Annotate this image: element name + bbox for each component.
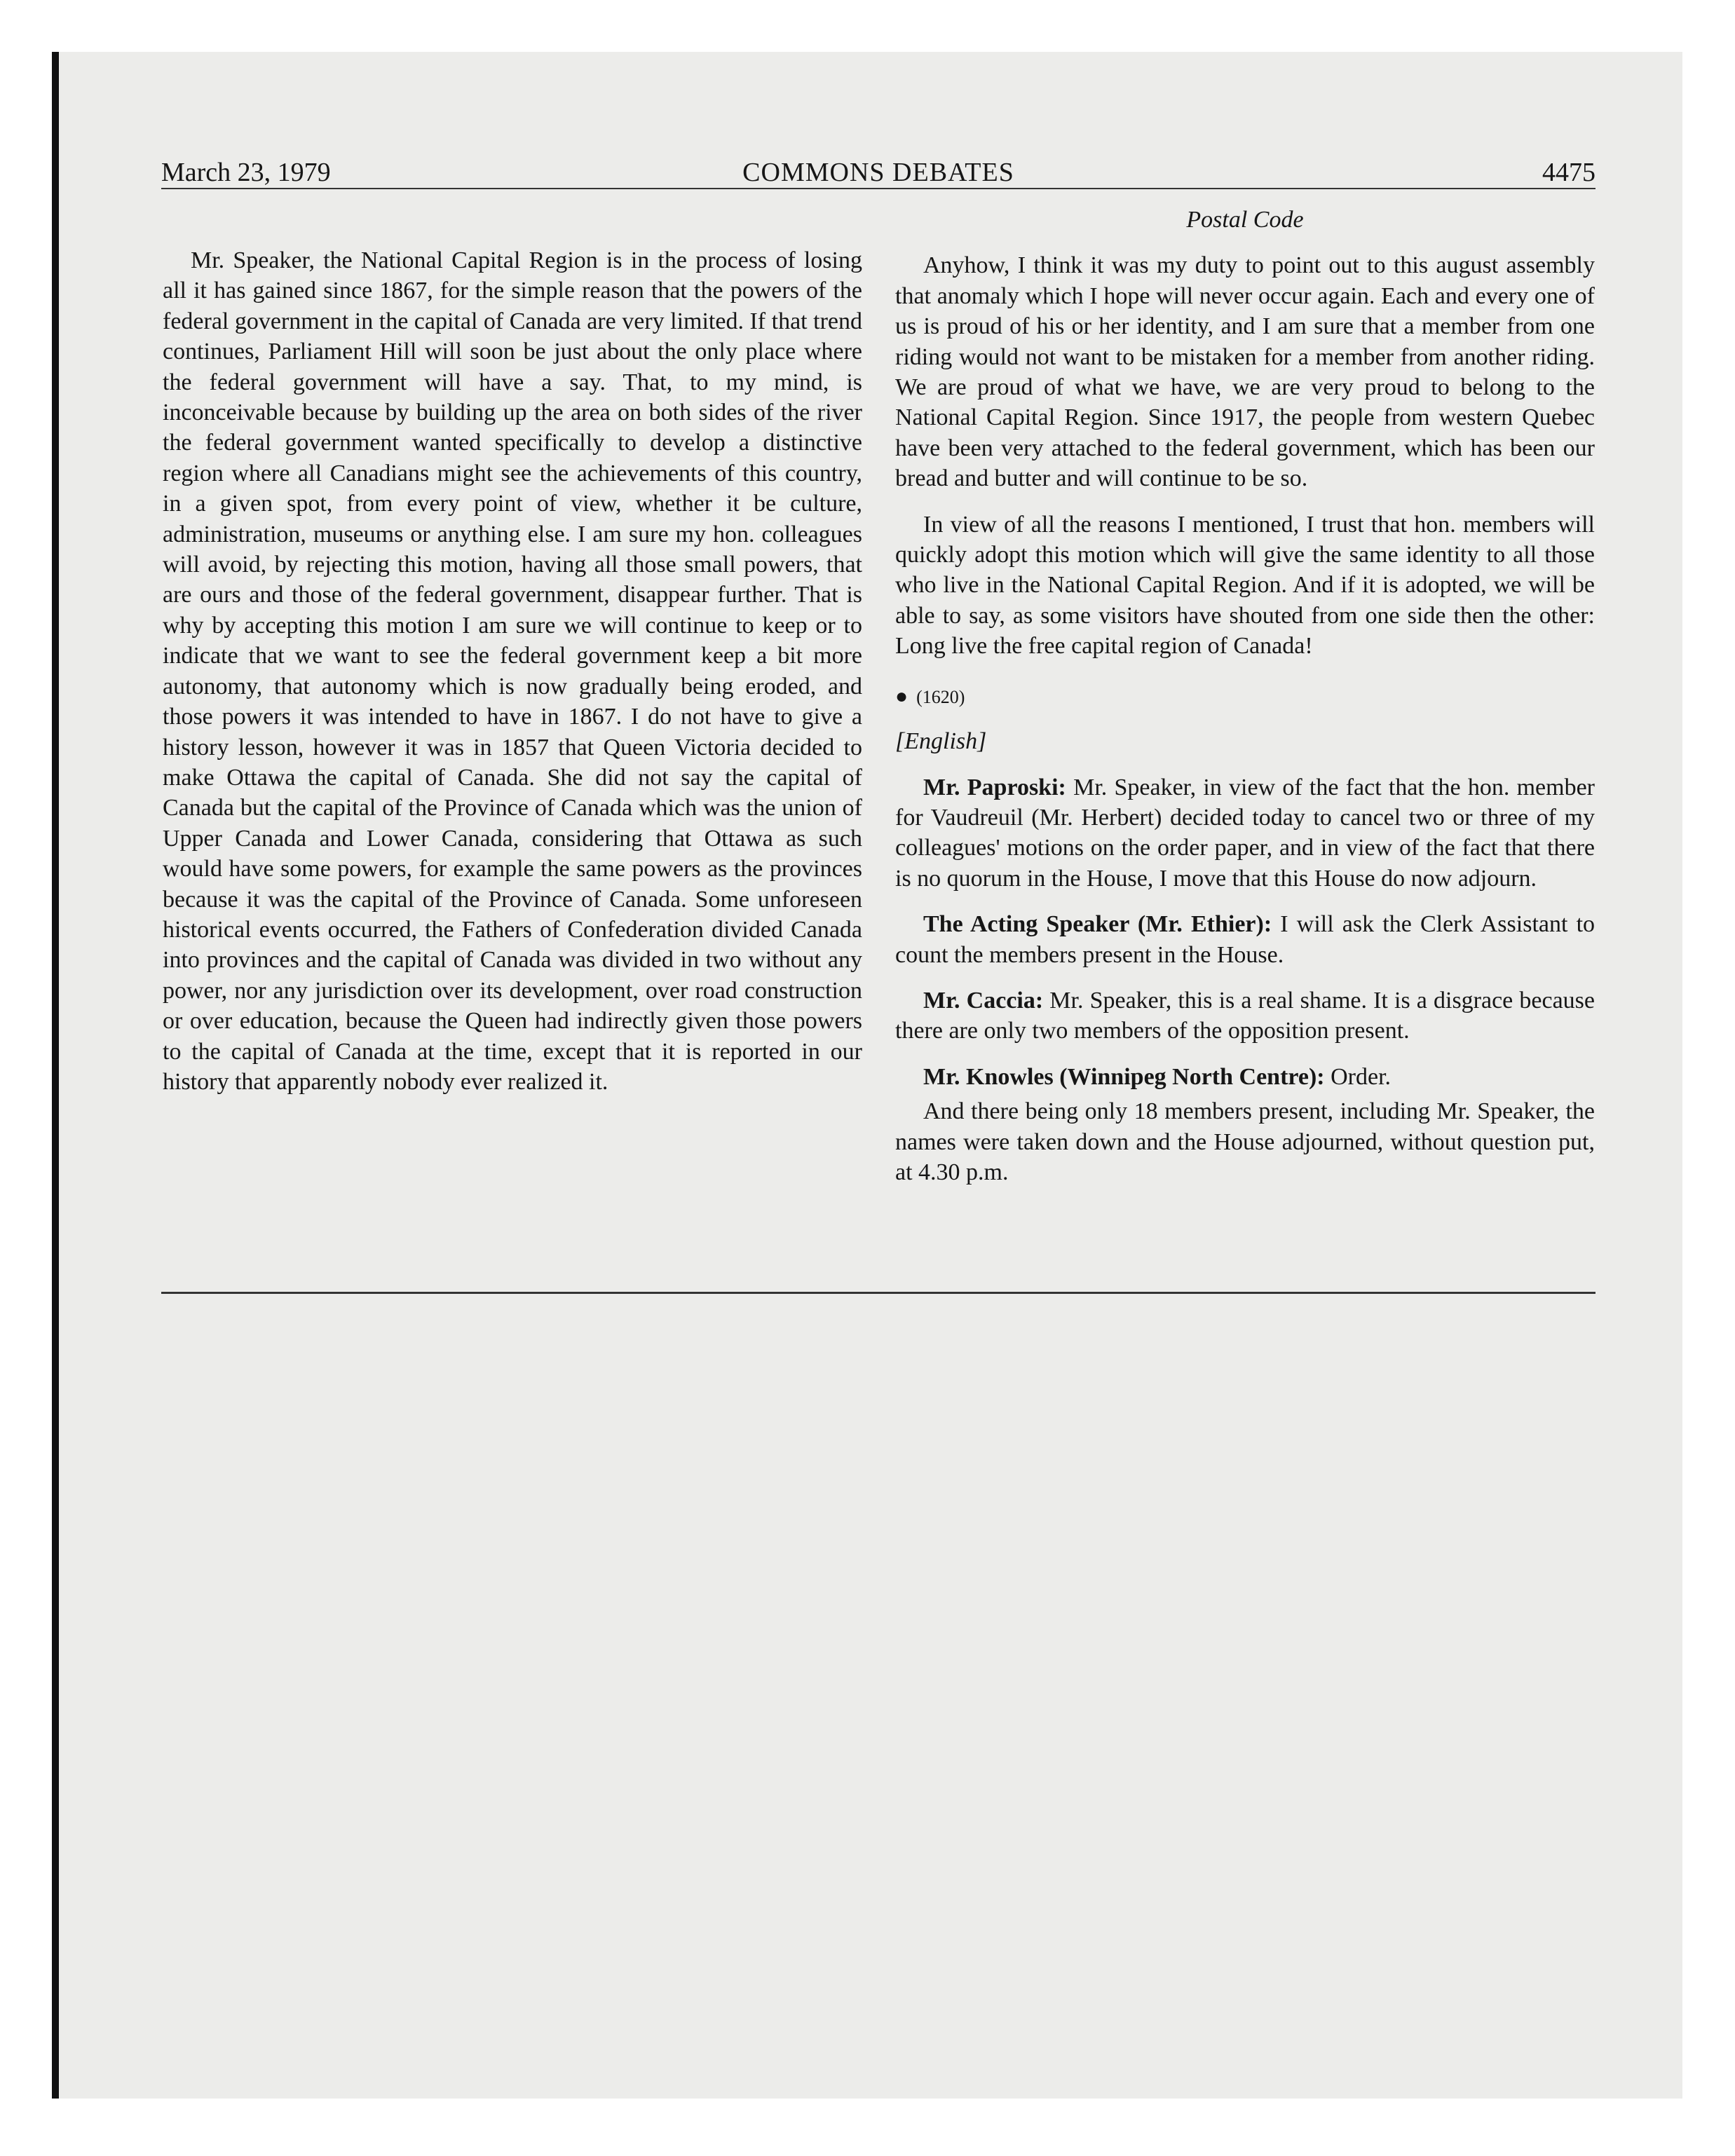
speech-text: Mr. Speaker, in view of the fact that the hon. member for Vaudreuil (Mr. Herbert) decided today to cancel two or three of my colleagues' motions on the order paper, and in view of the fact that there is no quorum in the House, I move that this House do now adjourn.	[895, 774, 1595, 892]
page-header	[161, 154, 1595, 191]
bottom-rule	[161, 1292, 1595, 1294]
speech-knowles	[895, 1062, 1595, 1092]
speaker-name: The Acting Speaker (Mr. Ethier):	[923, 911, 1272, 938]
left-paragraph: Mr. Speaker, the National Capital Region is in the process of losing all it has gained since 1867, for the simple reason that the powers of the federal government in the capital of Canada are very limited. If that trend continues, Parliament Hill will soon be just about the only place where the federal government will have a say. That, to my mind, is inconceivable because by building up the area on both sides of the river the federal government wanted specifically to develop a distinctive region where all Canadians might see the achievements of this country, in a given spot, from every point of view, whether it be culture, administration, museums or anything else. I am sure my hon. colleagues will avoid, by rejecting this motion, having all those small powers, that are ours and those of the federal government, disappear further. That is why by accepting this motion I am sure we will continue to keep or to indicate that we want to see the federal government keep a bit more autonomy, that autonomy which is now gradually being eroded, and those powers it was intended to have in 1867. I do not have to give a history lesson, however it was in 1857 that Queen Victoria decided to make Ottawa the capital of Canada. She did not say the capital of Canada but the capital of the Province of Canada which was the union of Upper Canada and Lower Canada, considering that Ottawa as such would have some powers, for example the same powers as the provinces because it was the capital of the Province of Canada. Some unforeseen historical events occurred, the Fathers of Confederation divided Canada into provinces and the capital of Canada was divided in two without any power, nor any jurisdiction over its development, over road construction or over education, because the Queen had indirectly given those powers to the capital of Canada at the time, except that it is reported in our history that apparently nobody ever realized it.	[163, 247, 862, 1095]
language-note: [English]	[895, 728, 987, 755]
header-rule	[161, 188, 1595, 189]
closing-paragraph: And there being only 18 members present, including Mr. Speaker, the names were taken down and the House adjourned, without question put, at 4.30 p.m.	[895, 1098, 1595, 1185]
speaker-name: Mr. Paproski:	[923, 774, 1066, 800]
scan-edge-shadow	[52, 52, 59, 2099]
right-column	[895, 205, 1595, 1187]
speech-acting-speaker	[895, 909, 1595, 970]
right-paragraph-2: In view of all the reasons I mentioned, I trust that hon. members will quickly adopt this motion which will give the same identity to all those who live in the National Capital Region. And if it is adopted, we will be able to say, as some visitors have shouted from one side then the other: Long live the free capital region of Canada!	[895, 511, 1595, 660]
bullet-icon: ●	[895, 684, 909, 708]
header-title: COMMONS DEBATES	[742, 158, 1014, 187]
speech-caccia	[895, 985, 1595, 1046]
timestamp-text: (1620)	[916, 686, 965, 707]
right-paragraph-1: Anyhow, I think it was my duty to point out to this august assembly that anomaly which I hope will never occur again. Each and every one of us is proud of his or her identity, and I am sure that a member from one riding would not want to be mistaken for a member from another riding. We are proud of what we have, we are very proud to belong to the National Capital Region. Since 1917, the people from western Quebec have been very attached to the federal government, which has been our bread and butter and will continue to be so.	[895, 252, 1595, 492]
speech-paproski	[895, 772, 1595, 894]
speech-text: I will ask the Clerk Assistant to count the members present in the House.	[895, 911, 1595, 968]
speaker-name: Mr. Caccia:	[923, 987, 1044, 1014]
timestamp	[895, 681, 1595, 712]
speaker-name: Mr. Knowles (Winnipeg North Centre):	[923, 1063, 1325, 1090]
left-column	[163, 245, 862, 1097]
running-head: Postal Code	[1186, 207, 1304, 233]
speech-text: Mr. Speaker, this is a real shame. It is a disgrace because there are only two members of the opposition present.	[895, 987, 1595, 1044]
header-page-number: 4475	[1542, 158, 1595, 187]
header-date: March 23, 1979	[161, 158, 331, 187]
speech-text: Order.	[1324, 1063, 1392, 1090]
